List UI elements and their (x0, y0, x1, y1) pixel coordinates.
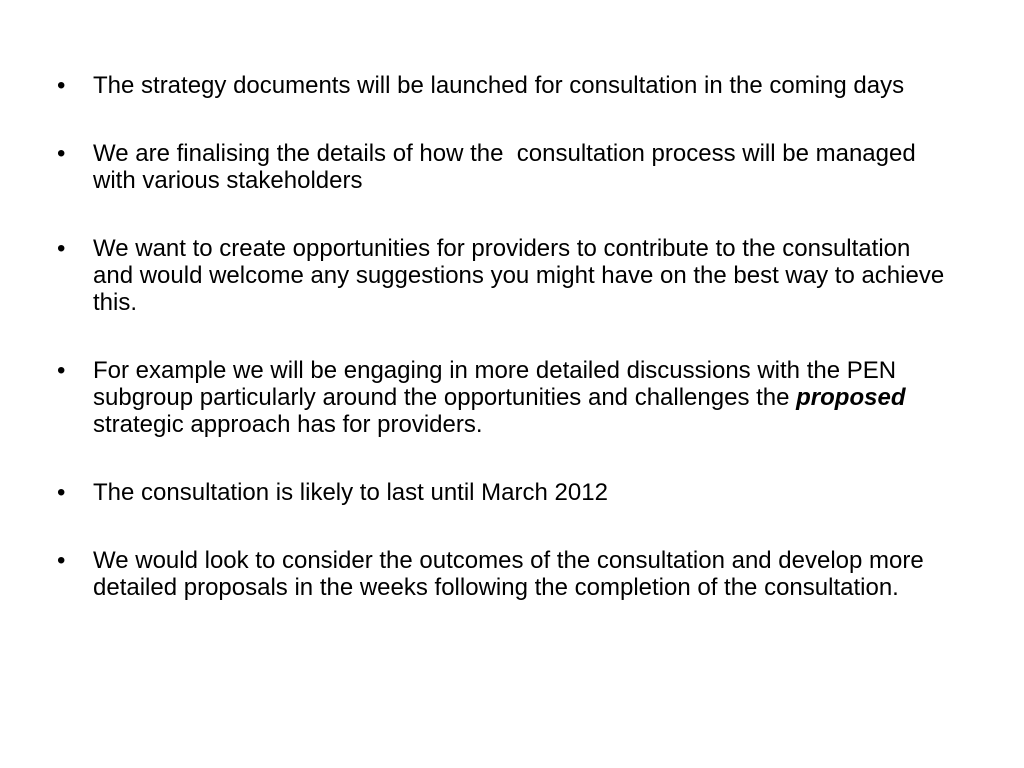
emphasis-text: proposed (796, 384, 906, 411)
bullet-dot-icon: • (57, 357, 66, 384)
bullet-item-outcomes (57, 547, 957, 601)
bullet-text-after: strategic approach has for providers. (93, 411, 483, 438)
bullet-dot-icon: • (57, 140, 66, 167)
bullet-text: The strategy documents will be launched for consultation in the coming days (93, 72, 905, 99)
bullet-item-launch (57, 72, 957, 99)
bullet-dot-icon: • (57, 479, 66, 506)
bullet-dot-icon: • (57, 72, 66, 99)
bullet-text-before: For example we will be engaging in more detailed discussions with the PEN subgroup particularly around the opportunities and challenges the (93, 357, 897, 411)
bullet-dot-icon: • (57, 547, 66, 574)
bullet-text: We want to create opportunities for providers to contribute to the consultation and would welcome any suggestions you might have on the best way to achieve this. (93, 235, 945, 316)
bullet-dot-icon: • (57, 235, 66, 262)
bullet-item-duration (57, 479, 957, 506)
bullet-text (93, 357, 905, 438)
bullet-text: The consultation is likely to last until March 2012 (93, 479, 608, 506)
bullet-list (57, 72, 957, 642)
bullet-text: We would look to consider the outcomes of the consultation and develop more detailed proposals in the weeks following the completion of the consultation. (93, 547, 924, 601)
bullet-text: We are finalising the details of how the consultation process will be managed with various stakeholders (93, 140, 923, 194)
bullet-item-opportunities (57, 235, 957, 316)
bullet-item-finalising (57, 140, 957, 194)
bullet-item-pen-subgroup (57, 357, 957, 438)
